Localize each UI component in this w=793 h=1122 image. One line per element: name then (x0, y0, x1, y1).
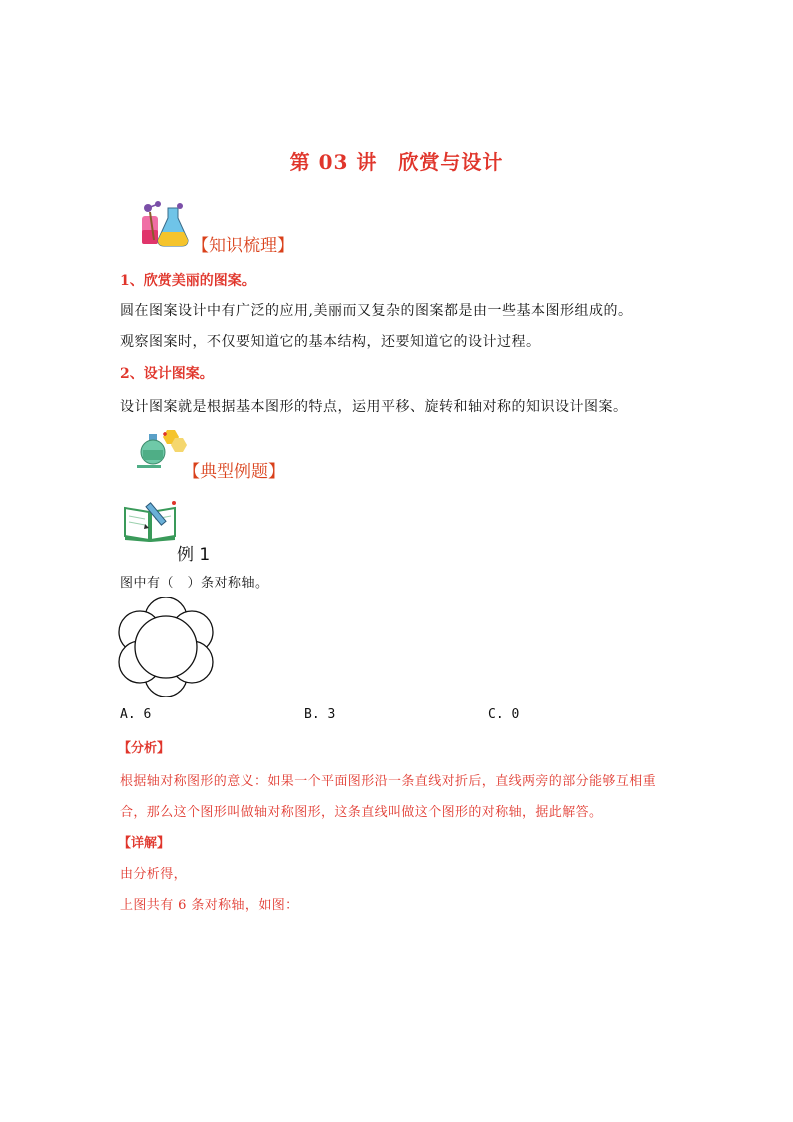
lab-flask-icon (136, 200, 192, 250)
analysis-line: 合，那么这个图形叫做轴对称图形，这条直线叫做这个图形的对称轴，据此解答。 (120, 805, 603, 820)
question-text: 图中有（ ）条对称轴。 (120, 576, 269, 591)
book-pencil-icon (123, 500, 177, 542)
examples-section-header: 【典型例题】 (183, 462, 285, 482)
detail-header: 【详解】 (118, 836, 171, 851)
example-label: 例 1 (177, 545, 211, 565)
point1-line: 观察图案时，不仅要知道它的基本结构，还要知道它的设计过程。 (120, 334, 541, 350)
analysis-line: 根据轴对称图形的意义：如果一个平面图形沿一条直线对折后，直线两旁的部分能够互相重 (120, 774, 657, 789)
option-a: A. 6 (120, 707, 152, 722)
page-title: 第 03 讲 欣赏与设计 (289, 150, 504, 174)
knowledge-section-header: 【知识梳理】 (192, 236, 294, 256)
potion-bottle-icon (137, 428, 187, 468)
point1-line: 圆在图案设计中有广泛的应用,美丽而又复杂的图案都是由一些基本图形组成的。 (120, 303, 633, 319)
analysis-header: 【分析】 (118, 741, 171, 756)
point2-line: 设计图案就是根据基本图形的特点，运用平移、旋转和轴对称的知识设计图案。 (120, 399, 628, 415)
option-c: C. 0 (488, 707, 520, 722)
detail-line: 由分析得， (120, 867, 188, 882)
flower-figure (118, 597, 214, 697)
option-b: B. 3 (304, 707, 336, 722)
detail-line: 上图共有 6 条对称轴，如图： (120, 898, 299, 913)
point1-heading: 1、欣赏美丽的图案。 (120, 273, 256, 289)
point2-heading: 2、设计图案。 (120, 366, 214, 382)
